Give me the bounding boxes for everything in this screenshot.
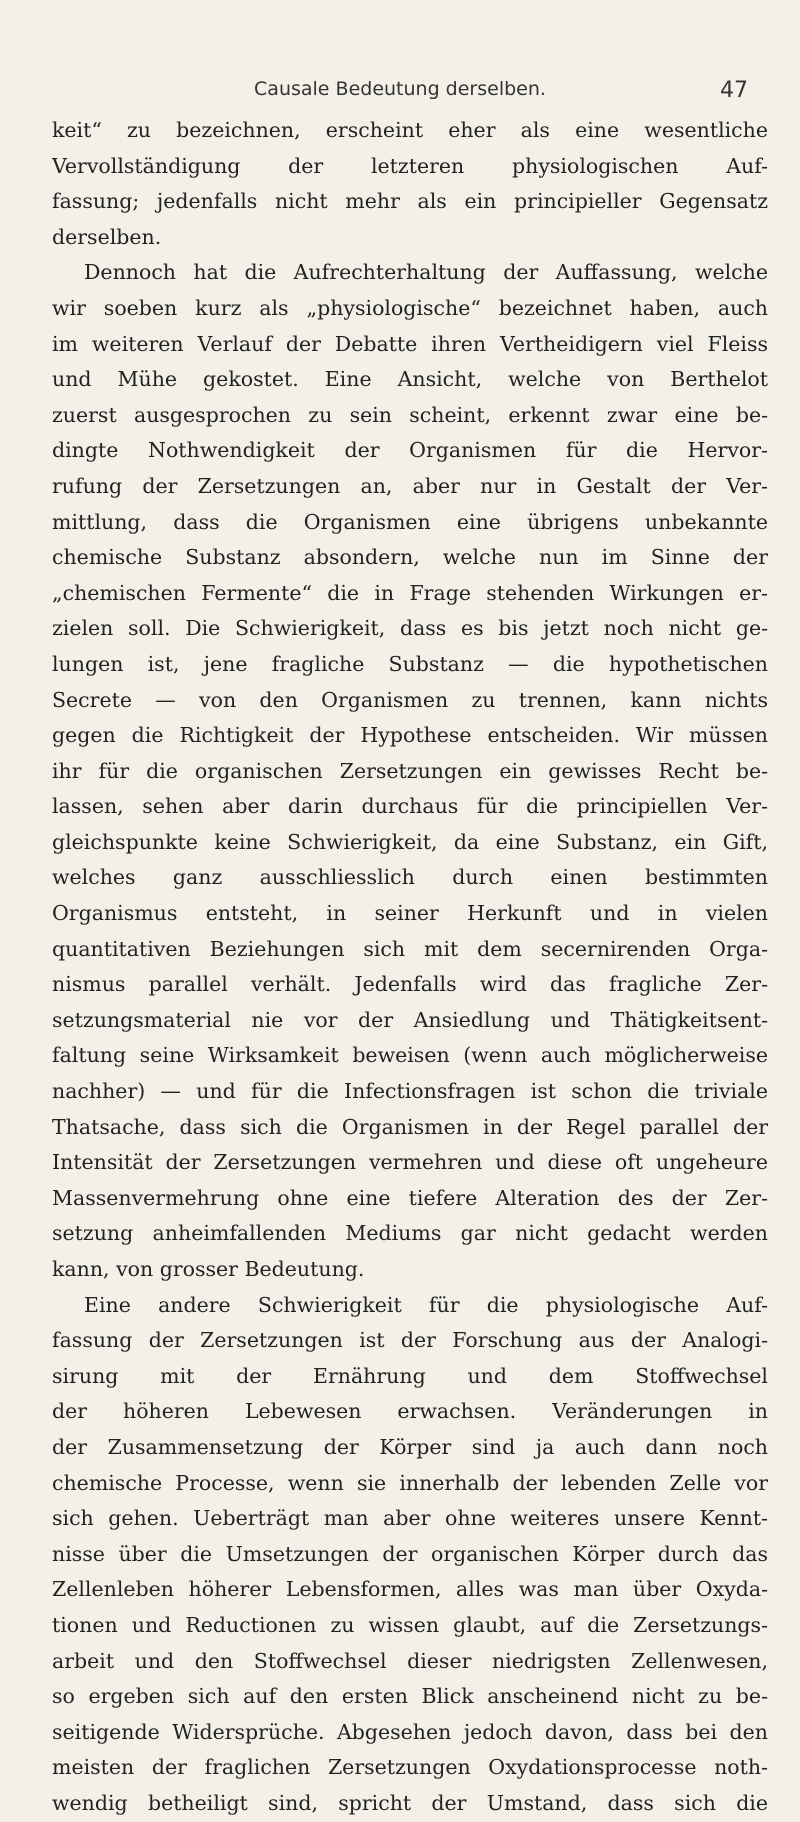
text-line: lassen, sehen aber darin durchaus für die principiellen Ver- <box>52 794 768 819</box>
text-line: wir soeben kurz als „physiologische“ bezeichnet haben, auch <box>52 295 768 320</box>
text-line: kann, von grosser Bedeutung. <box>52 1257 365 1281</box>
text-line: lungen ist, jene fragliche Substanz — die hypothetischen <box>52 651 768 676</box>
text-line: faltung seine Wirksamkeit beweisen (wenn auch möglicherweise <box>52 1043 768 1068</box>
text-line: fassung; jedenfalls nicht mehr als ein principieller Gegensatz <box>52 189 768 214</box>
text-line: mittlung, dass die Organismen eine übrigens unbekannte <box>52 509 768 534</box>
text-line: im weiteren Verlauf der Debatte ihren Vertheidigern viel Fleiss <box>52 331 768 356</box>
text-line: der höheren Lebewesen erwachsen. Veränderungen in <box>52 1399 768 1424</box>
text-line: Organismus entsteht, in seiner Herkunft und in vielen <box>52 901 768 926</box>
text-line: Massenvermehrung ohne eine tiefere Alteration des der Zer- <box>52 1185 768 1210</box>
text-line: und Mühe gekostet. Eine Ansicht, welche von Berthelot <box>52 367 768 392</box>
text-line: keit“ zu bezeichnen, erscheint eher als eine wesentliche <box>52 118 768 142</box>
text-line: gleichspunkte keine Schwierigkeit, da eine Substanz, ein Gift, <box>52 829 768 854</box>
text-line: sirung mit der Ernährung und dem Stoffwechsel <box>52 1363 768 1388</box>
text-line: wendig betheiligt sind, spricht der Umstand, dass sich die <box>52 1790 768 1815</box>
body-text <box>52 113 768 1822</box>
text-line: gegen die Richtigkeit der Hypothese entscheiden. Wir müssen <box>52 723 768 748</box>
text-line: Secrete — von den Organismen zu trennen, kann nichts <box>52 687 768 712</box>
text-line: seitigende Widersprüche. Abgesehen jedoch davon, dass bei den <box>52 1719 768 1744</box>
text-line: zielen soll. Die Schwierigkeit, dass es bis jetzt noch nicht ge- <box>52 616 768 641</box>
text-line: sich gehen. Ueberträgt man aber ohne weiteres unsere Kennt- <box>52 1506 768 1531</box>
running-title: Causale Bedeutung derselben. <box>254 78 546 100</box>
text-line: arbeit und den Stoffwechsel dieser niedrigsten Zellenwesen, <box>52 1648 768 1673</box>
text-line: Eine andere Schwierigkeit für die physiologische Auf- <box>84 1292 768 1317</box>
text-line: Thatsache, dass sich die Organismen in der Regel parallel der <box>52 1114 768 1139</box>
text-line: rufung der Zersetzungen an, aber nur in Gestalt der Ver- <box>52 473 768 498</box>
text-line: so ergeben sich auf den ersten Blick anscheinend nicht zu be- <box>52 1684 768 1709</box>
text-line: nismus parallel verhält. Jedenfalls wird das fragliche Zer- <box>52 972 768 997</box>
page-number: 47 <box>720 78 748 103</box>
text-line: meisten der fraglichen Zersetzungen Oxydationsprocesse noth- <box>52 1755 768 1780</box>
text-line: „chemischen Fermente“ die in Frage stehenden Wirkungen er- <box>52 580 768 605</box>
text-line: chemische Substanz absondern, welche nun im Sinne der <box>52 545 768 570</box>
page-header <box>0 78 800 108</box>
text-line: ihr für die organischen Zersetzungen ein gewisses Recht be- <box>52 758 768 783</box>
text-line: Vervollständigung der letzteren physiologischen Auf- <box>52 153 768 178</box>
text-line: chemische Processe, wenn sie innerhalb der lebenden Zelle vor <box>52 1470 768 1495</box>
text-line: derselben. <box>52 224 162 249</box>
text-line: Zellenleben höherer Lebensformen, alles was man über Oxyda- <box>52 1577 768 1602</box>
text-line: tionen und Reductionen zu wissen glaubt, auf die Zersetzungs- <box>52 1612 768 1637</box>
text-line: dingte Nothwendigkeit der Organismen für die Hervor- <box>52 438 768 463</box>
text-line: zuerst ausgesprochen zu sein scheint, erkennt zwar eine be- <box>52 402 768 427</box>
text-line: setzungsmaterial nie vor der Ansiedlung und Thätigkeitsent- <box>52 1007 768 1032</box>
text-line: nisse über die Umsetzungen der organischen Körper durch das <box>52 1541 768 1566</box>
text-line: nachher) — und für die Infectionsfragen ist schon die triviale <box>52 1079 768 1104</box>
text-line: quantitativen Beziehungen sich mit dem secernirenden Orga- <box>52 936 768 961</box>
text-line: setzung anheimfallenden Mediums gar nicht gedacht werden <box>52 1221 768 1246</box>
text-line: Intensität der Zersetzungen vermehren und diese oft ungeheure <box>52 1150 768 1175</box>
text-line: Dennoch hat die Aufrechterhaltung der Auffassung, welche <box>84 260 768 285</box>
text-line: der Zusammensetzung der Körper sind ja auch dann noch <box>52 1434 768 1459</box>
text-line: welches ganz ausschliesslich durch einen bestimmten <box>52 865 768 890</box>
text-line: fassung der Zersetzungen ist der Forschung aus der Analogi- <box>52 1328 768 1353</box>
